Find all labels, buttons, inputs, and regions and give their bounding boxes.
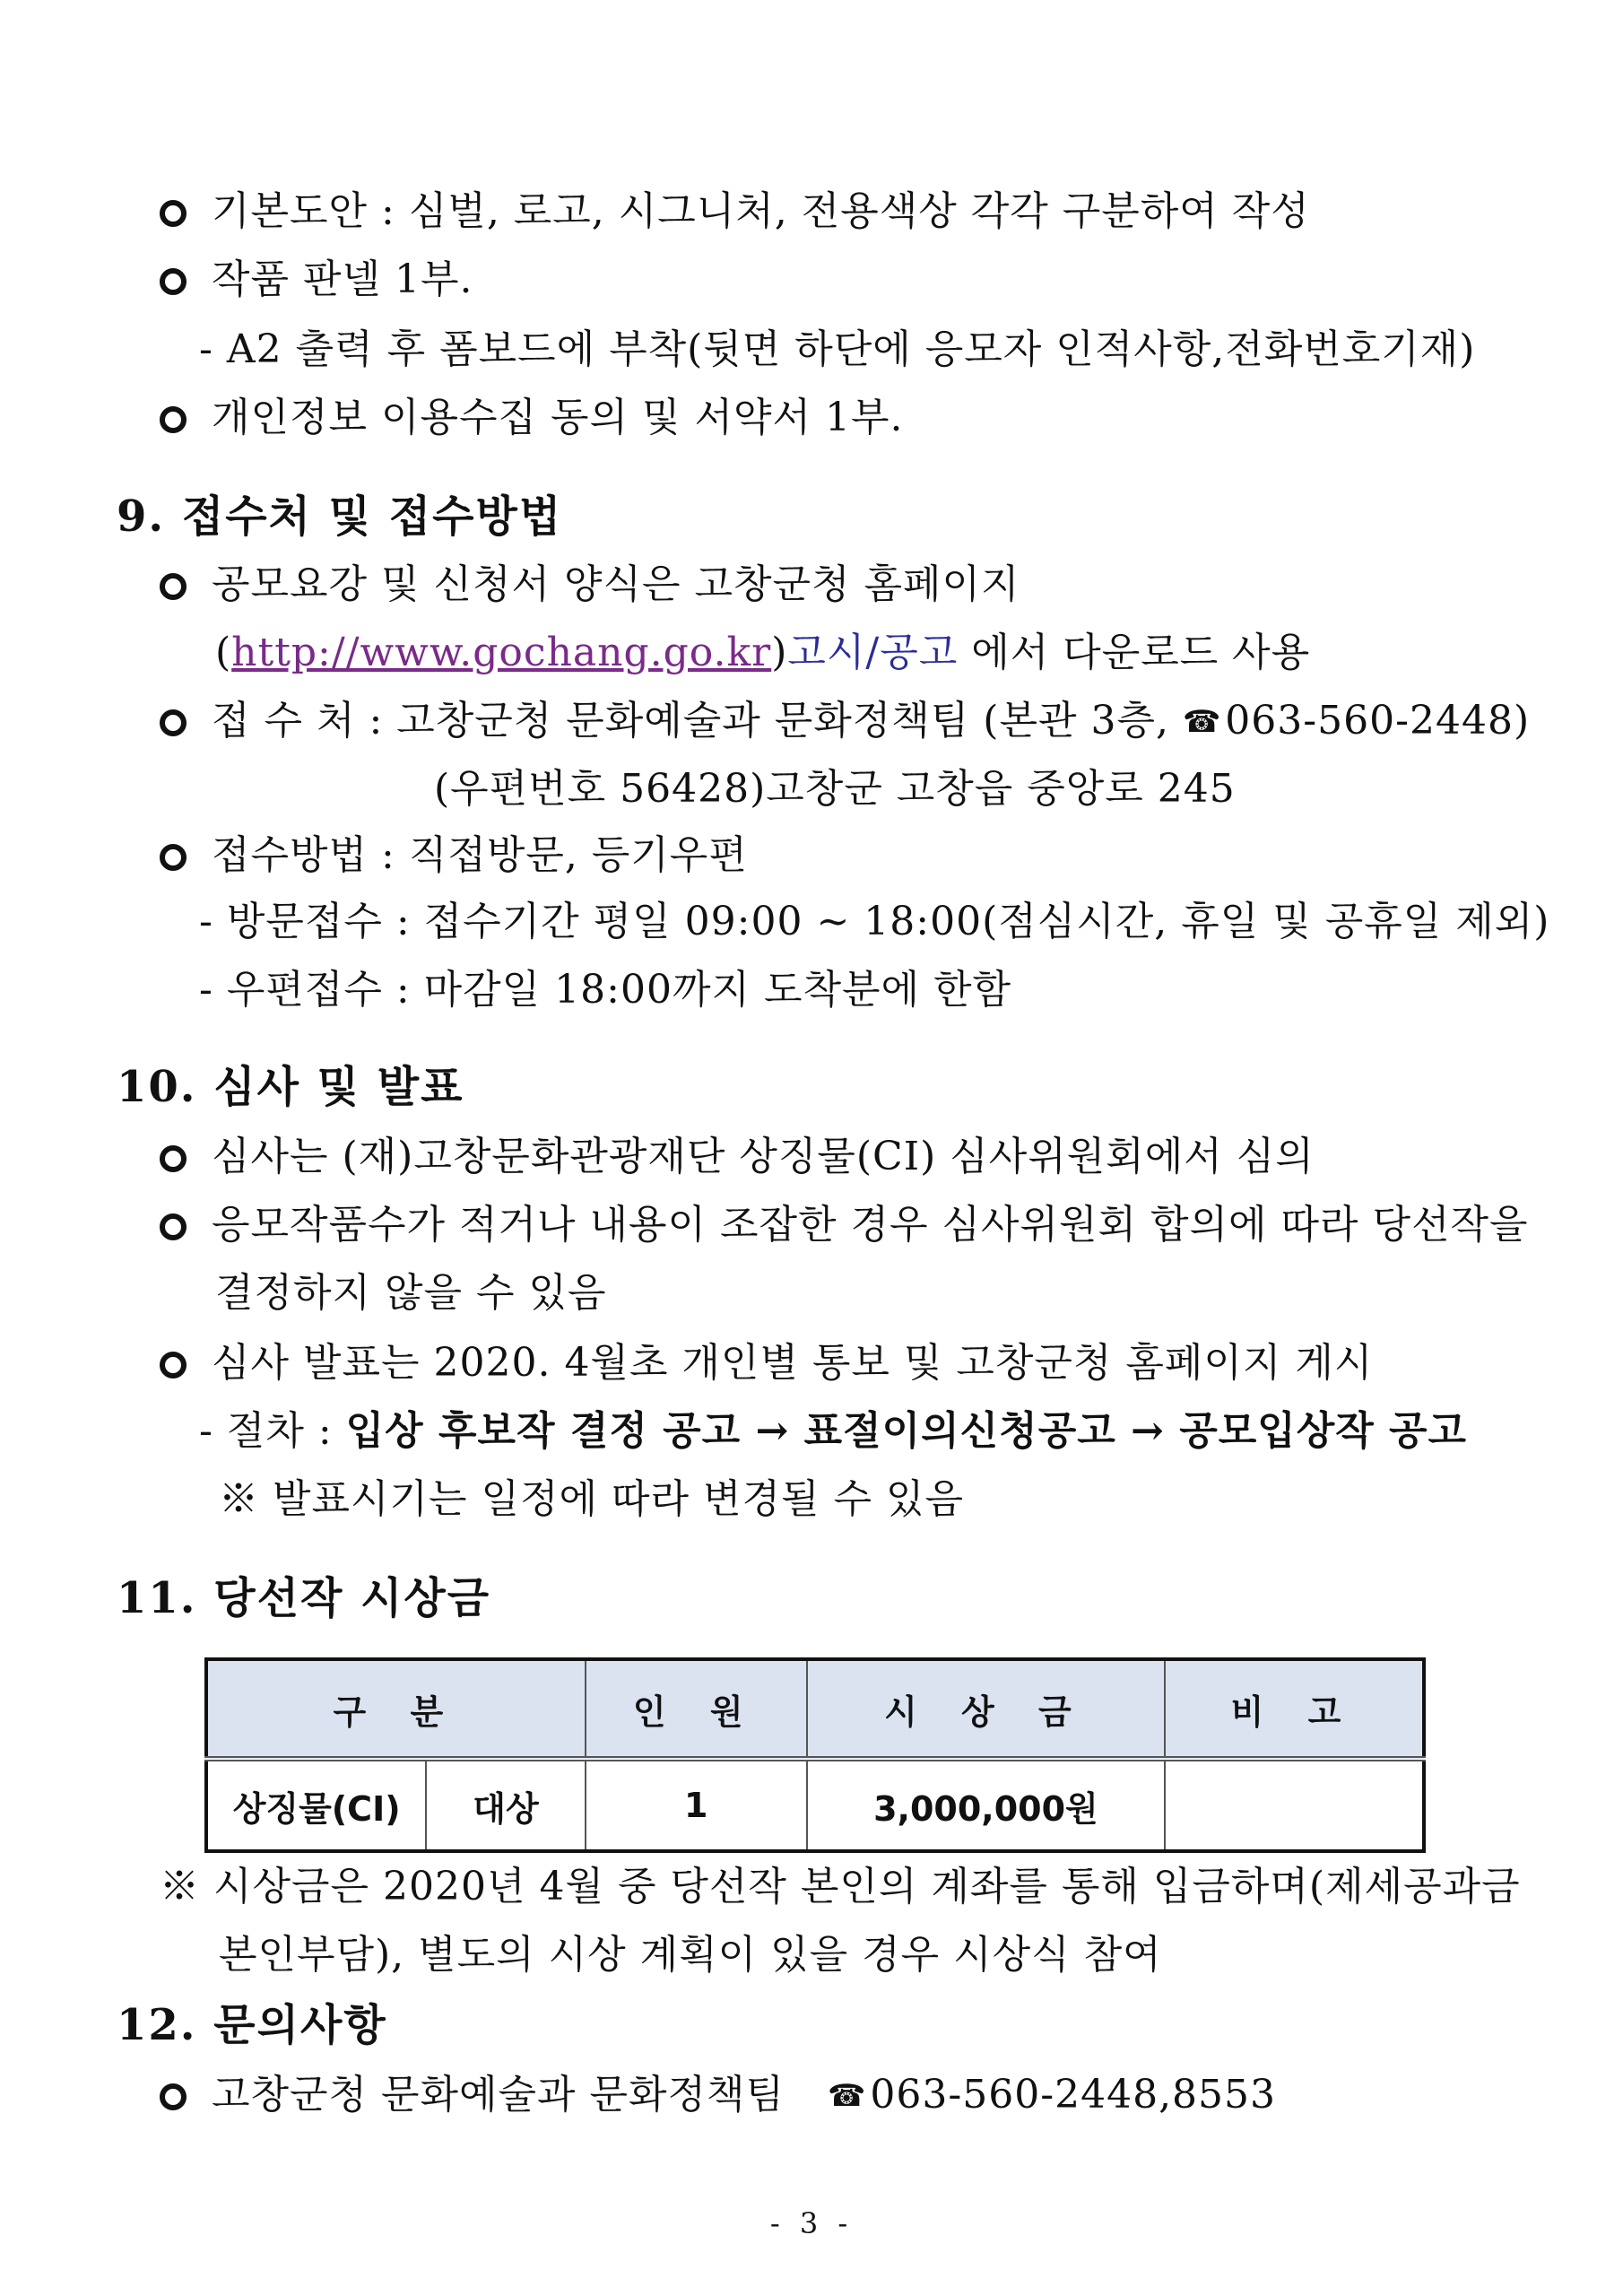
procedure-label: - 절차 :	[199, 1408, 346, 1454]
bullet-guidelines	[160, 560, 1020, 610]
bullet-basic-design	[160, 187, 1310, 237]
bullet-text: 심사 발표는 2020. 4월초 개인별 통보 및 고창군청 홈페이지 게시	[212, 1340, 1374, 1386]
circle-bullet-icon	[160, 200, 187, 227]
bullet-text: 작품 판넬 1부.	[212, 257, 473, 302]
bullet-no-winner-cont: 결정하지 않을 수 있음	[215, 1270, 607, 1316]
section-heading-10: 10. 심사 및 발표	[117, 1062, 464, 1112]
header-prize: 시 상 금	[807, 1659, 1165, 1759]
phone-icon: ☎	[828, 2078, 867, 2114]
procedure-steps: 입상 후보작 결정 공고 → 표절이의신청공고 → 공모입상작 공고	[345, 1408, 1468, 1454]
bullet-panel	[160, 255, 473, 305]
cell-item: 상징물(CI)	[232, 1788, 401, 1829]
download-line	[215, 628, 1310, 678]
circle-bullet-icon	[160, 709, 187, 736]
circle-bullet-icon	[160, 268, 187, 295]
sub-item-procedure	[199, 1406, 1467, 1457]
bullet-privacy-consent	[160, 393, 903, 443]
prize-table	[204, 1657, 1426, 1853]
table-row	[206, 1759, 1424, 1851]
paren-open: (	[215, 630, 232, 675]
cell-amount: 3,000,000원	[807, 1759, 1165, 1851]
cell-note	[1165, 1759, 1424, 1851]
phone-icon: ☎	[1182, 704, 1222, 740]
bullet-text: 응모작품수가 적거나 내용이 조잡한 경우 심사위원회 합의에 따라 당선작을	[212, 1202, 1529, 1248]
bullet-no-winner	[160, 1200, 1529, 1250]
section-heading-9: 9. 접수처 및 접수방법	[117, 491, 563, 542]
note-prize-payment: ※ 시상금은 2020년 4월 중 당선작 본인의 계좌를 통해 입금하며(제세공과금	[160, 1864, 1521, 1909]
section-heading-12: 12. 문의사항	[117, 2000, 387, 2050]
sub-item-visit: - 방문접수 : 접수기간 평일 09:00 ~ 18:00(점심시간, 휴일 및 공휴일 제외)	[199, 899, 1550, 944]
cell-award: 대상	[426, 1759, 585, 1851]
bullet-reception-place	[160, 696, 1530, 747]
circle-bullet-icon	[160, 2083, 187, 2110]
bullet-text: 고창군청 문화예술과 문화정책팀	[212, 2072, 785, 2118]
download-text: 에서 다운로드 사용	[958, 630, 1311, 675]
bullet-text: 기본도안 : 심벌, 로고, 시그니처, 전용색상 각각 구분하여 작성	[212, 188, 1310, 234]
table-header-row	[206, 1659, 1424, 1759]
page-number: - 3 -	[769, 2206, 854, 2240]
bullet-text: 접수방법 : 직접방문, 등기우편	[212, 832, 748, 878]
note-prize-payment-cont: 본인부담), 별도의 시상 계획이 있을 경우 시상식 참여	[219, 1932, 1162, 1978]
note-schedule: ※ 발표시기는 일정에 따라 변경될 수 있음	[219, 1476, 964, 1522]
bullet-review	[160, 1132, 1315, 1182]
bullet-announcement	[160, 1338, 1373, 1388]
sub-item-panel: - A2 출력 후 폼보드에 부착(뒷면 하단에 응모자 인적사항,전화번호기재)	[199, 326, 1476, 372]
circle-bullet-icon	[160, 573, 187, 600]
header-category: 구 분	[206, 1659, 586, 1759]
circle-bullet-icon	[160, 1145, 187, 1172]
circle-bullet-icon	[160, 1213, 187, 1240]
header-count: 인 원	[586, 1659, 807, 1759]
homepage-link[interactable]: http://www.gochang.go.kr	[231, 630, 772, 675]
section-heading-11: 11. 당선작 시상금	[117, 1573, 491, 1623]
address-line: (우편번호 56428)고창군 고창읍 중앙로 245	[434, 766, 1236, 812]
circle-bullet-icon	[160, 406, 187, 433]
bullet-text: 접 수 처 : 고창군청 문화예술과 문화정책팀 (본관 3층,	[212, 698, 1183, 744]
circle-bullet-icon	[160, 1352, 187, 1378]
contact-phone: 063-560-2448,8553	[870, 2072, 1277, 2118]
bullet-text: 개인정보 이용수집 동의 및 서약서 1부.	[212, 395, 904, 440]
sub-item-mail: - 우편접수 : 마감일 18:00까지 도착분에 한함	[199, 967, 1011, 1013]
bullet-text: 공모요강 및 신청서 양식은 고창군청 홈페이지	[212, 561, 1020, 607]
header-note: 비 고	[1165, 1659, 1424, 1759]
bullet-contact	[160, 2070, 1276, 2121]
cell-count: 1	[586, 1759, 807, 1851]
phone-number: 063-560-2448)	[1225, 698, 1531, 744]
bullet-text: 심사는 (재)고창문화관광재단 상징물(CI) 심사위원회에서 심의	[212, 1134, 1315, 1179]
circle-bullet-icon	[160, 844, 187, 871]
notice-link[interactable]: 고시/공고	[787, 630, 959, 675]
bullet-reception-method	[160, 831, 748, 881]
paren-close: )	[771, 630, 788, 675]
